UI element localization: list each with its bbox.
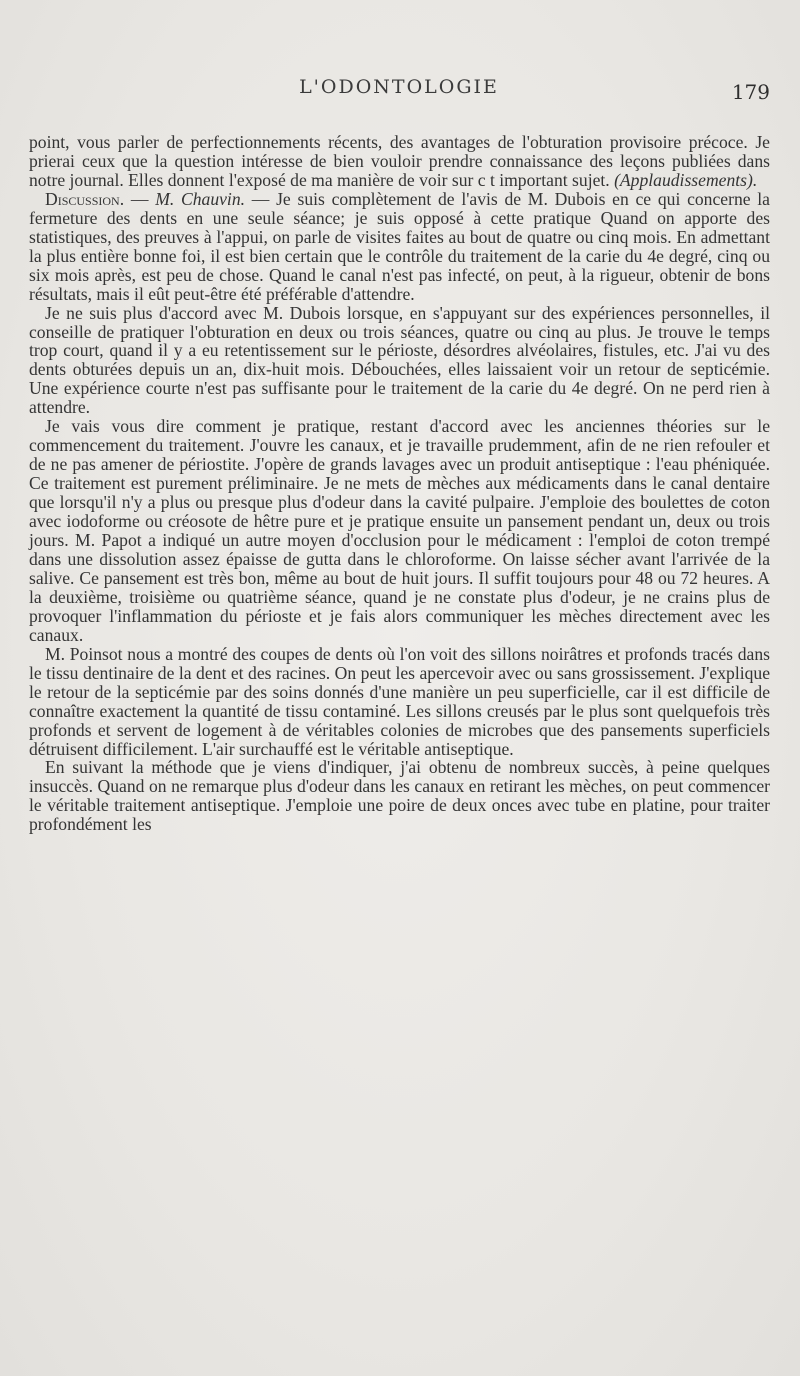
paragraph: [29, 190, 770, 304]
page-number: 179: [731, 80, 770, 104]
applause-note: (Applaudissements).: [614, 169, 758, 190]
speaker-name: M. Chauvin.: [155, 188, 246, 209]
text-run: point, vous parler de perfectionnements récents, des avantages de l'obturation provisoire précoce. Je prierai ceux que la question intéresse de bien vouloir prendre connaissance des leçons publiées dans notre journal. Elles donnent l'exposé de ma manière de voir sur c t important sujet.: [29, 132, 770, 190]
text-run: —: [124, 188, 156, 209]
text-run: En suivant la méthode que je viens d'indiquer, j'ai obtenu de nombreux succès, à peine quelques insuccès. Quand on ne remarque plus d'odeur dans les canaux en retirant les mèches, on peut commencer le véritable traitement antiseptique. J'emploie une poire de deux onces avec tube en platine, pour traiter profondément les: [29, 757, 770, 835]
text-run: Je vais vous dire comment je pratique, restant d'accord avec les anciennes théories sur le commencement du traitement. J'ouvre les canaux, et je travaille prudemment, afin de ne rien refouler et de ne pas amener de périostite. J'opère de grands lavages avec un produit antiseptique : l'eau phéniquée. Ce traitement est purement préliminaire. Je ne mets de mèches aux médicaments dans le canal dentaire que lorsqu'il n'y a plus ou presque plus d'odeur dans la cavité pulpaire. J'emploie des boulettes de coton avec iodoforme ou créosote de hêtre pure et je pratique ensuite un pansement pendant un, deux ou trois jours. M. Papot a indiqué un autre moyen d'occlusion pour le médicament : l'emploi de coton trempé dans une dissolution assez épaisse de gutta dans le chloroforme. On laisse sécher avant l'arrivée de la salive. Ce pansement est très bon, même au bout de huit jours. Il suffit toujours pour 48 ou 72 heures. A la deuxième, troisième ou quatrième séance, quand je ne constate plus d'odeur, je ne crains plus de provoquer l'inflammation du périoste et je fais alors communiquer les mèches directement avec les canaux.: [29, 416, 770, 645]
paragraph: [29, 133, 770, 190]
text-run: — Je suis complètement de l'avis de M. Dubois en ce qui concerne la fermeture des dents en une seule séance; je suis opposé à cette pratique Quand on apporte des statistiques, des preuves à l'appui, on parle de visites faites au bout de quatre ou cinq mois. En admettant la plus entière bonne foi, il est bien certain que le contrôle du traitement de la carie du 4e degré, cinq ou six mois après, est peu de chose. Quand le canal n'est pas infecté, on peut, à la rigueur, obtenir de bons résultats, mais il eût peut-être été préférable d'attendre.: [29, 188, 770, 304]
text-run: Je ne suis plus d'accord avec M. Dubois lorsque, en s'appuyant sur des expériences personnelles, il conseille de pratiquer l'obturation en deux ou trois séances, quatre ou cinq au plus. Je trouve le temps trop court, quand il y a eu retentissement sur le périoste, désordres alvéolaires, fistules, etc. J'ai vu des dents obturées depuis un an, dix-huit mois. Débouchées, elles laissaient voir un retour de septicémie. Une expérience courte n'est pas suffisante pour le traitement de la carie du 4e degré. On ne perd rien à attendre.: [29, 302, 770, 418]
paragraph: [29, 304, 770, 418]
paragraph: [29, 758, 770, 834]
body-text: [29, 133, 770, 834]
paragraph: [29, 417, 770, 644]
running-title: L'ODONTOLOGIE: [299, 76, 499, 98]
page-header: [28, 76, 770, 112]
text-run: M. Poinsot nous a montré des coupes de dents où l'on voit des sillons noirâtres et profonds tracés dans le tissu dentinaire de la dent et des racines. On peut les apercevoir avec ou sans grossissement. J'explique le retour de la septicémie par des soins donnés d'une manière un peu superficielle, car il est difficile de connaître exactement la quantité de tissu contaminé. Les sillons creusés par le plus sont quelquefois très profonds et servent de logement à de véritables colonies de microbes que des pansements superficiels détruisent difficilement. L'air surchauffé est le véritable antiseptique.: [29, 643, 770, 759]
paragraph: [29, 645, 770, 759]
discussion-heading: Discussion.: [45, 188, 125, 209]
